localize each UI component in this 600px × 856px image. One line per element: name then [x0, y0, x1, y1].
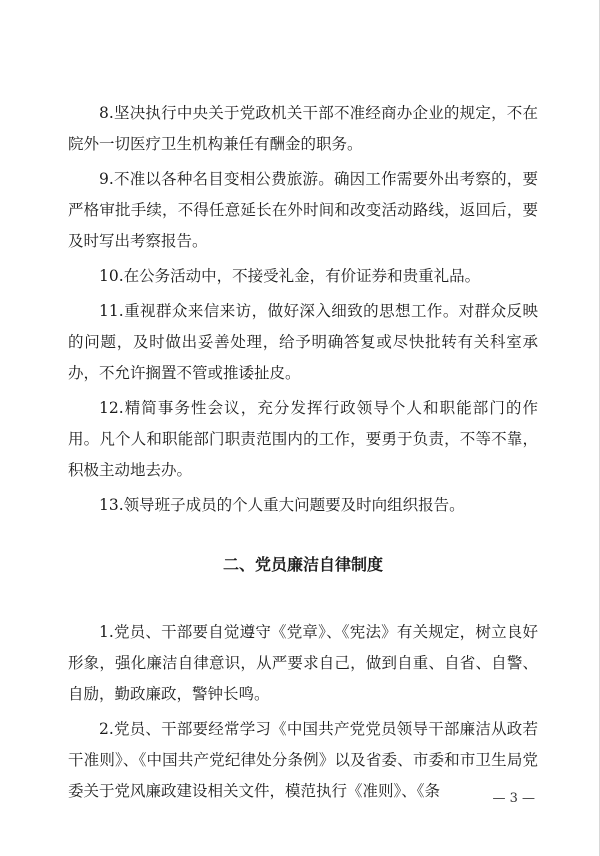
- section-heading: 二、党员廉洁自律制度: [222, 555, 383, 574]
- page-number: — 3 —: [492, 791, 535, 806]
- paragraph-8: 8.坚决执行中央关于党政机关干部不准经商办企业的规定，不在院外一切医疗卫生机构兼任有酬金的职务。: [68, 104, 538, 153]
- paragraph-12: 12.精简事务性会议，充分发挥行政领导个人和职能部门的作用。凡个人和职能部门职责范围内的工作，要勇于负责，不等不靠，积极主动地去办。: [68, 399, 538, 479]
- document-body: [68, 98, 538, 811]
- paragraph-9: 9.不准以各种名目变相公费旅游。确因工作需要外出考察的，要严格审批手续，不得任意延长在外时间和改变活动路线，返回后，要及时写出考察报告。: [68, 170, 538, 250]
- paragraph-10: 10.在公务活动中，不接受礼金，有价证券和贵重礼品。: [99, 267, 481, 285]
- paragraph-s2-1: 1.党员、干部要自觉遵守《党章》、《宪法》有关规定，树立良好形象，强化廉洁自律意识，从严要求自己，做到自重、自省、自警、自励，勤政廉政，警钟长鸣。: [68, 623, 538, 703]
- paragraph-13: 13.领导班子成员的个人重大问题要及时向组织报告。: [99, 496, 465, 514]
- paragraph-11: 11.重视群众来信来访，做好深入细致的思想工作。对群众反映的问题，及时做出妥善处理，给予明确答复或尽快批转有关科室承办，不允许搁置不管或推诿扯皮。: [68, 302, 538, 382]
- paragraph-s2-2: 2.党员、干部要经常学习《中国共产党党员领导干部廉洁从政若干准则》、《中国共产党纪律处分条例》以及省委、市委和市卫生局党委关于党风廉政建设相关文件，模范执行《准则》、《条: [68, 720, 538, 800]
